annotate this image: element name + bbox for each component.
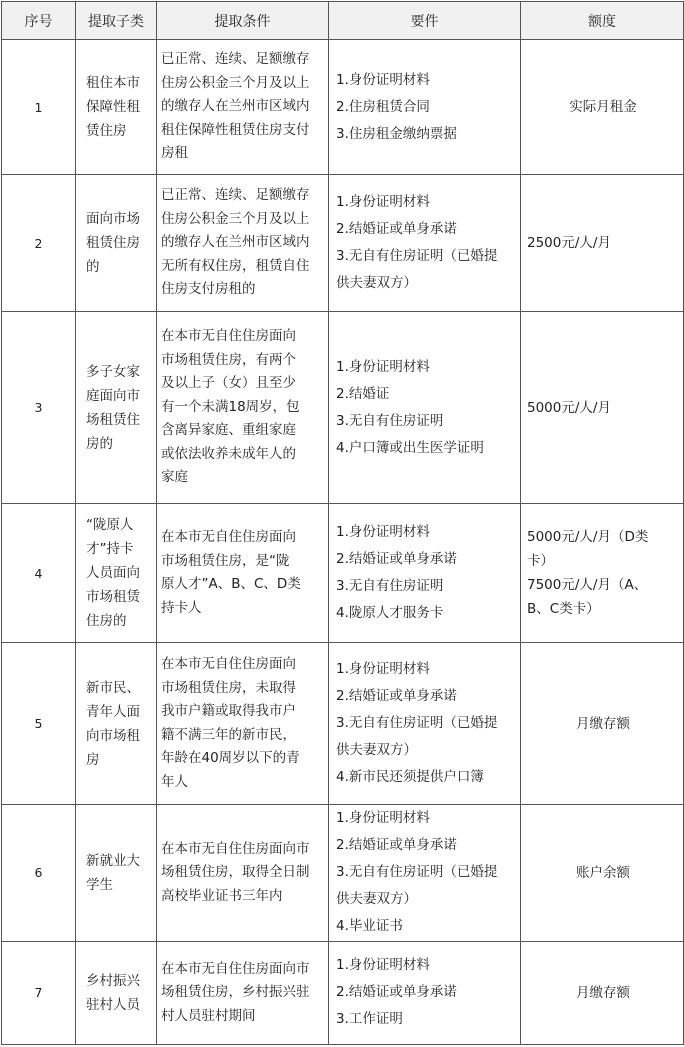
row-amount-cell [521,40,684,175]
header-amount: 额度 [521,2,684,40]
row-amount-cell [521,175,684,311]
row-amount: 月缴存额 [576,715,630,732]
header-serial: 序号 [2,2,76,40]
row-condition: 已正常、连续、足额缴存 住房公积金三个月及以上 的缴存人在兰州市区域内 无所有权住房，租赁自住 住房支付房租的 [161,187,310,298]
row-serial: 7 [2,941,76,1044]
row-requirements-cell [329,941,521,1044]
row-subclass: 多子女家 庭面向市 场租赁住 房的 [86,363,140,452]
row-subclass: 新市民、 青年人面 向市场租 房 [86,679,140,768]
row-amount: 实际月租金 [569,99,637,116]
row-subclass: 租住本市 保障性租 赁住房 [86,75,140,140]
row-subclass-cell [76,175,157,311]
row-subclass: 面向市场 租赁住房 的 [86,211,140,276]
row-requirements-cell [329,311,521,504]
row-condition-cell [157,805,329,941]
row-subclass: 乡村振兴 驻村人员 [86,972,140,1013]
row-amount: 账户余额 [576,864,630,881]
row-condition-cell [157,642,329,804]
row-subclass-cell [76,311,157,504]
row-requirements-cell [329,805,521,941]
row-requirements-cell [329,504,521,642]
row-requirements: 1.身份证明材料 2.结婚证或单身承诺 3.无自有住房证明（已婚提 供夫妻双方） 4.新市民还须提供户口簿 [336,661,498,785]
row-amount: 2500元/人/月 [527,235,611,252]
row-requirements: 1.身份证明材料 2.结婚证或单身承诺 3.无自有住房证明（已婚提 供夫妻双方） [336,194,498,292]
row-condition-cell [157,941,329,1044]
row-amount-cell [521,941,684,1044]
row-serial: 3 [2,311,76,504]
table-row [2,504,684,642]
row-condition-cell [157,504,329,642]
row-condition: 在本市无自住住房面向市 场租赁住房，取得全日制 高校毕业证书三年内 [161,840,310,904]
row-condition-cell [157,311,329,504]
row-condition: 已正常、连续、足额缴存 住房公积金三个月及以上 的缴存人在兰州市区域内 租住保障性租赁住房支付 房租 [161,51,310,162]
table-row [2,941,684,1044]
table-row [2,175,684,311]
row-condition: 在本市无自住住房面向市 场租赁住房，乡村振兴驻 村人员驻村期间 [161,960,310,1024]
row-subclass-cell [76,805,157,941]
row-requirements: 1.身份证明材料 2.结婚证或单身承诺 3.无自有住房证明（已婚提 供夫妻双方） 4.毕业证书 [336,810,498,935]
row-requirements: 1.身份证明材料 2.住房租赁合同 3.住房租金缴纳票据 [336,71,457,142]
row-requirements-cell [329,175,521,311]
row-amount: 5000元/人/月 [527,399,611,416]
row-requirements: 1.身份证明材料 2.结婚证或单身承诺 3.工作证明 [336,957,457,1028]
row-subclass: 新就业大 学生 [86,852,140,893]
row-amount-cell [521,311,684,504]
row-requirements: 1.身份证明材料 2.结婚证或单身承诺 3.无自有住房证明 4.陇原人才服务卡 [336,524,457,622]
table-header-row [2,2,684,40]
row-condition: 在本市无自住住房面向 市场租赁住房，是“陇 原人才”A、B、C、D类 持卡人 [161,529,301,616]
row-subclass: “陇原人 才”持卡 人员面向 市场租赁 住房的 [86,517,140,630]
table-row [2,642,684,804]
row-serial: 6 [2,805,76,941]
row-subclass-cell [76,642,157,804]
row-requirements-cell [329,642,521,804]
header-subclass: 提取子类 [76,2,157,40]
row-subclass-cell [76,941,157,1044]
table-row [2,805,684,941]
row-amount-cell [521,504,684,642]
header-condition: 提取条件 [157,2,329,40]
row-condition-cell [157,175,329,311]
row-condition-cell [157,40,329,175]
row-amount-cell [521,642,684,804]
row-subclass-cell [76,40,157,175]
row-amount: 月缴存额 [576,984,630,1001]
row-condition: 在本市无自住住房面向 市场租赁住房，有两个 及以上子（女）且至少 有一个未满18周岁，包 含离异家庭、重组家庭 或依法收养未成年人的 家庭 [161,328,300,486]
row-serial: 1 [2,40,76,175]
table-row [2,311,684,504]
header-requirements: 要件 [329,2,521,40]
row-amount-cell [521,805,684,941]
row-subclass-cell [76,504,157,642]
table-row [2,40,684,175]
row-condition: 在本市无自住住房面向 市场租赁住房，未取得 我市户籍或取得我市户 籍不满三年的新市民， 年龄在40周岁以下的青 年人 [161,656,300,790]
row-requirements: 1.身份证明材料 2.结婚证 3.无自有住房证明 4.户口簿或出生医学证明 [336,358,484,456]
row-serial: 4 [2,504,76,642]
row-requirements-cell [329,40,521,175]
withdrawal-table [1,1,684,1045]
row-serial: 5 [2,642,76,804]
row-serial: 2 [2,175,76,311]
row-amount: 5000元/人/月（D类 卡） 7500元/人/月（A、 B、C类卡） [527,529,649,618]
